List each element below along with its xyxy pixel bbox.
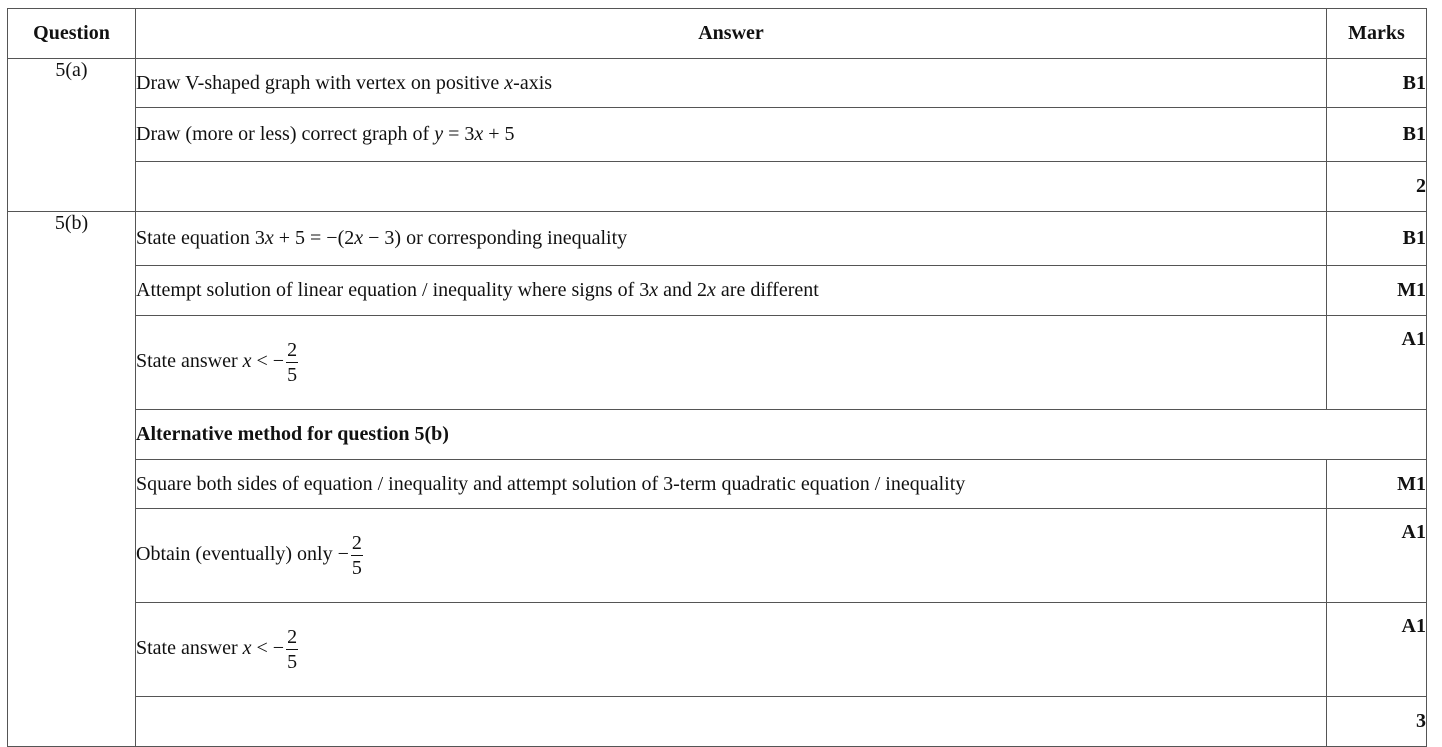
- answer-text: Draw (more or less) correct graph of: [136, 123, 430, 145]
- mark-cell: M1: [1327, 266, 1427, 316]
- math-variable: x: [504, 71, 514, 94]
- table-row: [8, 697, 1427, 747]
- mark-cell: A1: [1327, 603, 1427, 697]
- math-operator: −: [337, 543, 349, 566]
- table-row: [8, 212, 1427, 266]
- answer-text: or corresponding inequality: [406, 227, 628, 249]
- answer-cell-empty: [136, 697, 1327, 747]
- header-row: [8, 9, 1427, 59]
- total-mark-cell: 3: [1327, 697, 1427, 747]
- math-expression: [337, 532, 363, 579]
- answer-cell: [136, 59, 1327, 108]
- math-number: 3: [639, 279, 650, 301]
- mark-cell: M1: [1327, 460, 1427, 509]
- math-variable: x: [474, 123, 484, 145]
- answer-text: State answer: [136, 637, 238, 660]
- math-expression: [434, 123, 514, 145]
- answer-text: Obtain (eventually) only: [136, 543, 333, 566]
- math-expression: [697, 279, 716, 301]
- table-row: [8, 316, 1427, 410]
- fraction-denominator: 5: [287, 651, 298, 673]
- math-operator: + 5: [483, 123, 515, 145]
- table-row: [8, 59, 1427, 108]
- answer-cell-empty: [136, 162, 1327, 212]
- table-row: [8, 410, 1427, 460]
- math-number: 3: [254, 227, 265, 249]
- table-row: [8, 108, 1427, 162]
- fraction-numerator: 2: [351, 532, 362, 554]
- answer-text: State answer: [136, 350, 238, 373]
- alternative-method-heading: Alternative method for question 5(b): [136, 410, 1427, 460]
- math-expression: [255, 227, 401, 249]
- answer-cell: [136, 603, 1327, 697]
- header-question: Question: [8, 9, 136, 59]
- math-variable: y: [434, 123, 444, 145]
- fraction-numerator: 2: [287, 626, 298, 648]
- answer-text: Draw V-shaped graph with vertex on positive: [136, 71, 505, 94]
- math-expression: [242, 626, 298, 673]
- answer-text: Attempt solution of linear equation / inequality where signs of: [136, 279, 635, 301]
- answer-cell: [136, 212, 1327, 266]
- header-marks: Marks: [1327, 9, 1427, 59]
- table-row: [8, 603, 1427, 697]
- mark-cell: B1: [1327, 108, 1427, 162]
- question-label-5a: 5(a): [8, 59, 136, 212]
- math-operator: = 3: [443, 123, 475, 145]
- table-row: [8, 266, 1427, 316]
- answer-cell: [136, 266, 1327, 316]
- math-operator: < −: [251, 637, 285, 660]
- mark-cell: B1: [1327, 59, 1427, 108]
- math-operator: + 5 = −(2: [273, 227, 355, 249]
- header-answer: Answer: [136, 9, 1327, 59]
- math-variable: x: [242, 637, 252, 660]
- fraction-denominator: 5: [351, 557, 362, 579]
- math-variable: x: [649, 279, 659, 301]
- mark-cell: A1: [1327, 509, 1427, 603]
- answer-cell: [136, 509, 1327, 603]
- math-variable: x: [242, 350, 252, 373]
- math-variable: x: [354, 227, 364, 249]
- fraction-numerator: 2: [287, 339, 298, 361]
- math-operator: < −: [251, 350, 285, 373]
- table-row: [8, 162, 1427, 212]
- fraction: [286, 340, 298, 385]
- answer-text: and: [663, 279, 693, 301]
- answer-text: -axis: [513, 71, 553, 94]
- question-label-5b: 5(b): [8, 212, 136, 747]
- fraction: [286, 627, 298, 672]
- answer-text: are different: [720, 279, 819, 301]
- mark-scheme-table: [7, 8, 1427, 747]
- math-variable: x: [707, 279, 716, 301]
- fraction: [351, 533, 363, 578]
- math-operator: − 3): [363, 227, 402, 249]
- mark-cell: A1: [1327, 316, 1427, 410]
- math-expression: [639, 279, 658, 301]
- math-expression: [242, 339, 298, 386]
- fraction-denominator: 5: [287, 364, 298, 386]
- answer-text: State equation: [136, 227, 250, 249]
- answer-cell: [136, 108, 1327, 162]
- math-variable: x: [264, 227, 274, 249]
- total-mark-cell: 2: [1327, 162, 1427, 212]
- mark-cell: B1: [1327, 212, 1427, 266]
- answer-cell: [136, 316, 1327, 410]
- answer-cell: Square both sides of equation / inequality and attempt solution of 3-term quadratic equation / inequality: [136, 460, 1327, 509]
- table-row: [8, 460, 1427, 509]
- math-number: 2: [697, 279, 708, 301]
- table-row: [8, 509, 1427, 603]
